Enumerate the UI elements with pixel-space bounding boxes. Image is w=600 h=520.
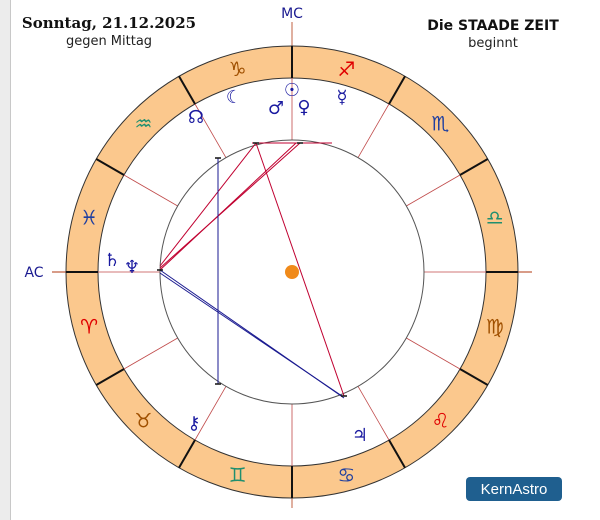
brand-label: KernAstro [480,480,548,498]
planet-jupiter-icon: ♃ [351,425,369,446]
sign-leo-icon: ♌ [431,408,450,433]
sign-scorpio-icon: ♏ [431,111,450,136]
planet-lunar-node-icon: ☊ [188,107,204,128]
sign-sagittarius-icon: ♐ [337,57,356,82]
event-title: Die STAADE ZEIT [427,18,559,34]
planet-moon-icon: ☾ [225,87,243,108]
planet-venus-icon: ♀ [297,97,311,118]
planet-saturn-icon: ♄ [103,250,121,271]
sign-virgo-icon: ♍ [485,314,504,339]
event-subtitle: beginnt [468,36,518,51]
chart-center-dot [285,265,299,279]
sign-capricorn-icon: ♑ [228,57,247,82]
sign-pisces-icon: ♓ [80,205,99,230]
planet-mars-icon: ♂ [267,98,285,119]
planet-neptune-icon: ♆ [123,257,141,278]
sign-libra-icon: ♎ [485,205,504,230]
sign-aries-icon: ♈ [80,314,99,339]
date-label: Sonntag, 21.12.2025 [21,14,197,32]
planet-sun-icon: ☉ [283,80,301,101]
planet-mercury-icon: ☿ [336,87,348,108]
mc-label: MC [281,6,303,22]
ac-label: AC [24,265,44,281]
kernastro-logo[interactable] [466,477,562,501]
sign-taurus-icon: ♉ [134,408,153,433]
sign-aquarius-icon: ♒ [134,111,153,136]
time-label: gegen Mittag [65,34,153,49]
planet-chiron-icon: ⚷ [187,413,201,434]
sign-gemini-icon: ♊ [228,462,247,487]
sign-cancer-icon: ♋ [337,462,356,487]
